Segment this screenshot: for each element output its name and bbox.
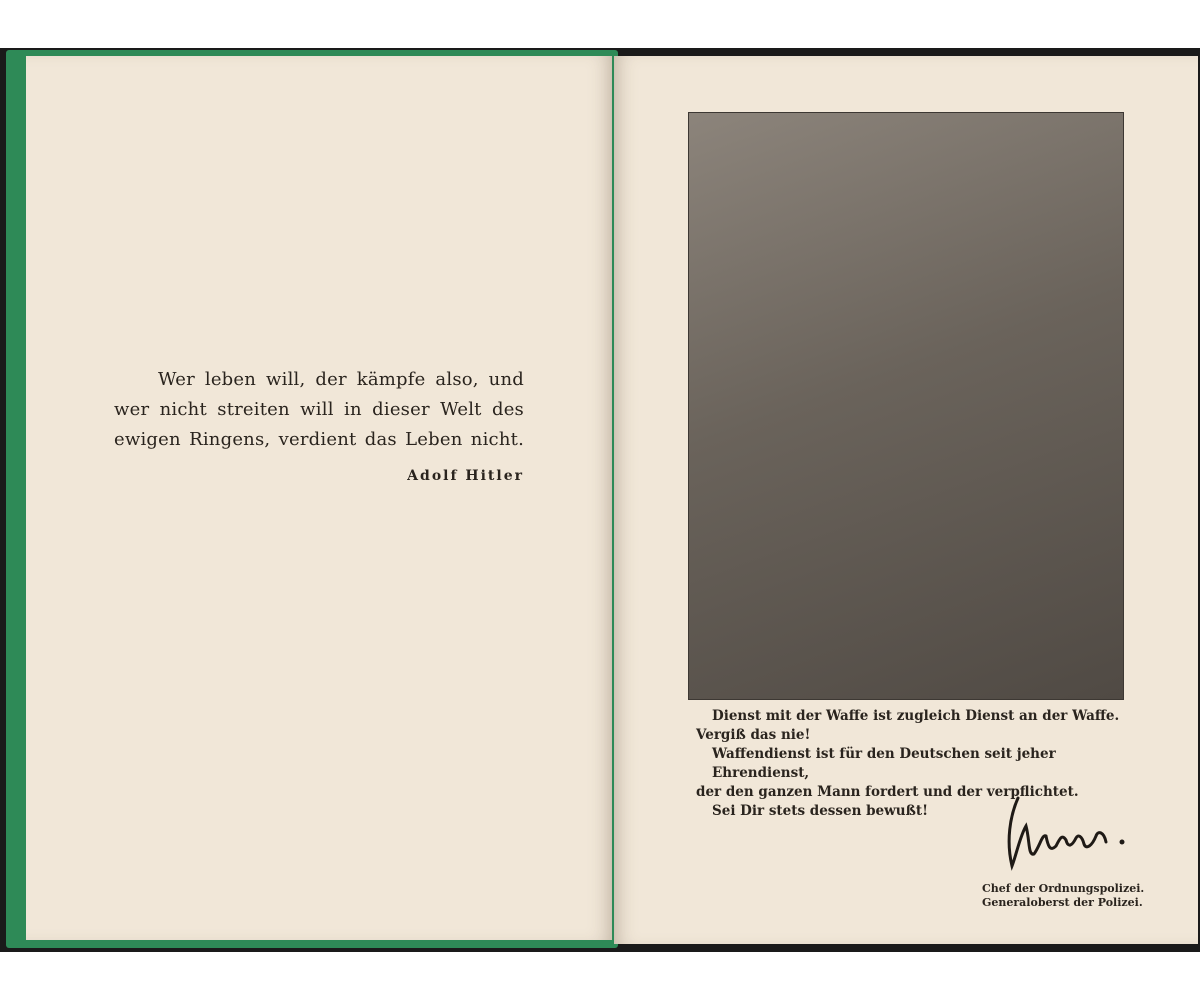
quote-line: ewigen Ringens, verdient das Leben nicht. xyxy=(114,429,524,450)
caption-line: Sei Dir stets dessen bewußt! xyxy=(712,803,928,819)
signature-title-line: Generaloberst der Polizei. xyxy=(982,896,1143,909)
caption-line: Dienst mit der Waffe ist zugleich Dienst an der Waffe. xyxy=(712,708,1120,724)
caption-line: Waffendienst ist für den Deutschen seit jeher Ehrendienst, xyxy=(712,746,1056,781)
quote-line: wer nicht streiten will in dieser Welt des xyxy=(114,399,524,420)
quote-block xyxy=(114,365,524,491)
caption-line: Vergiß das nie! xyxy=(696,727,811,743)
portrait-photo-placeholder xyxy=(688,112,1124,700)
left-page xyxy=(26,56,612,940)
signature-title xyxy=(982,882,1144,910)
signature-title-line: Chef der Ordnungspolizei. xyxy=(982,882,1145,895)
quote-line: Wer leben will, der kämpfe also, und xyxy=(158,369,524,390)
caption-line: der den ganzen Mann fordert und der verpflichtet. xyxy=(696,784,1079,800)
quote-author: Adolf Hitler xyxy=(407,468,524,484)
right-page xyxy=(614,56,1198,944)
handwritten-signature xyxy=(1000,786,1130,876)
